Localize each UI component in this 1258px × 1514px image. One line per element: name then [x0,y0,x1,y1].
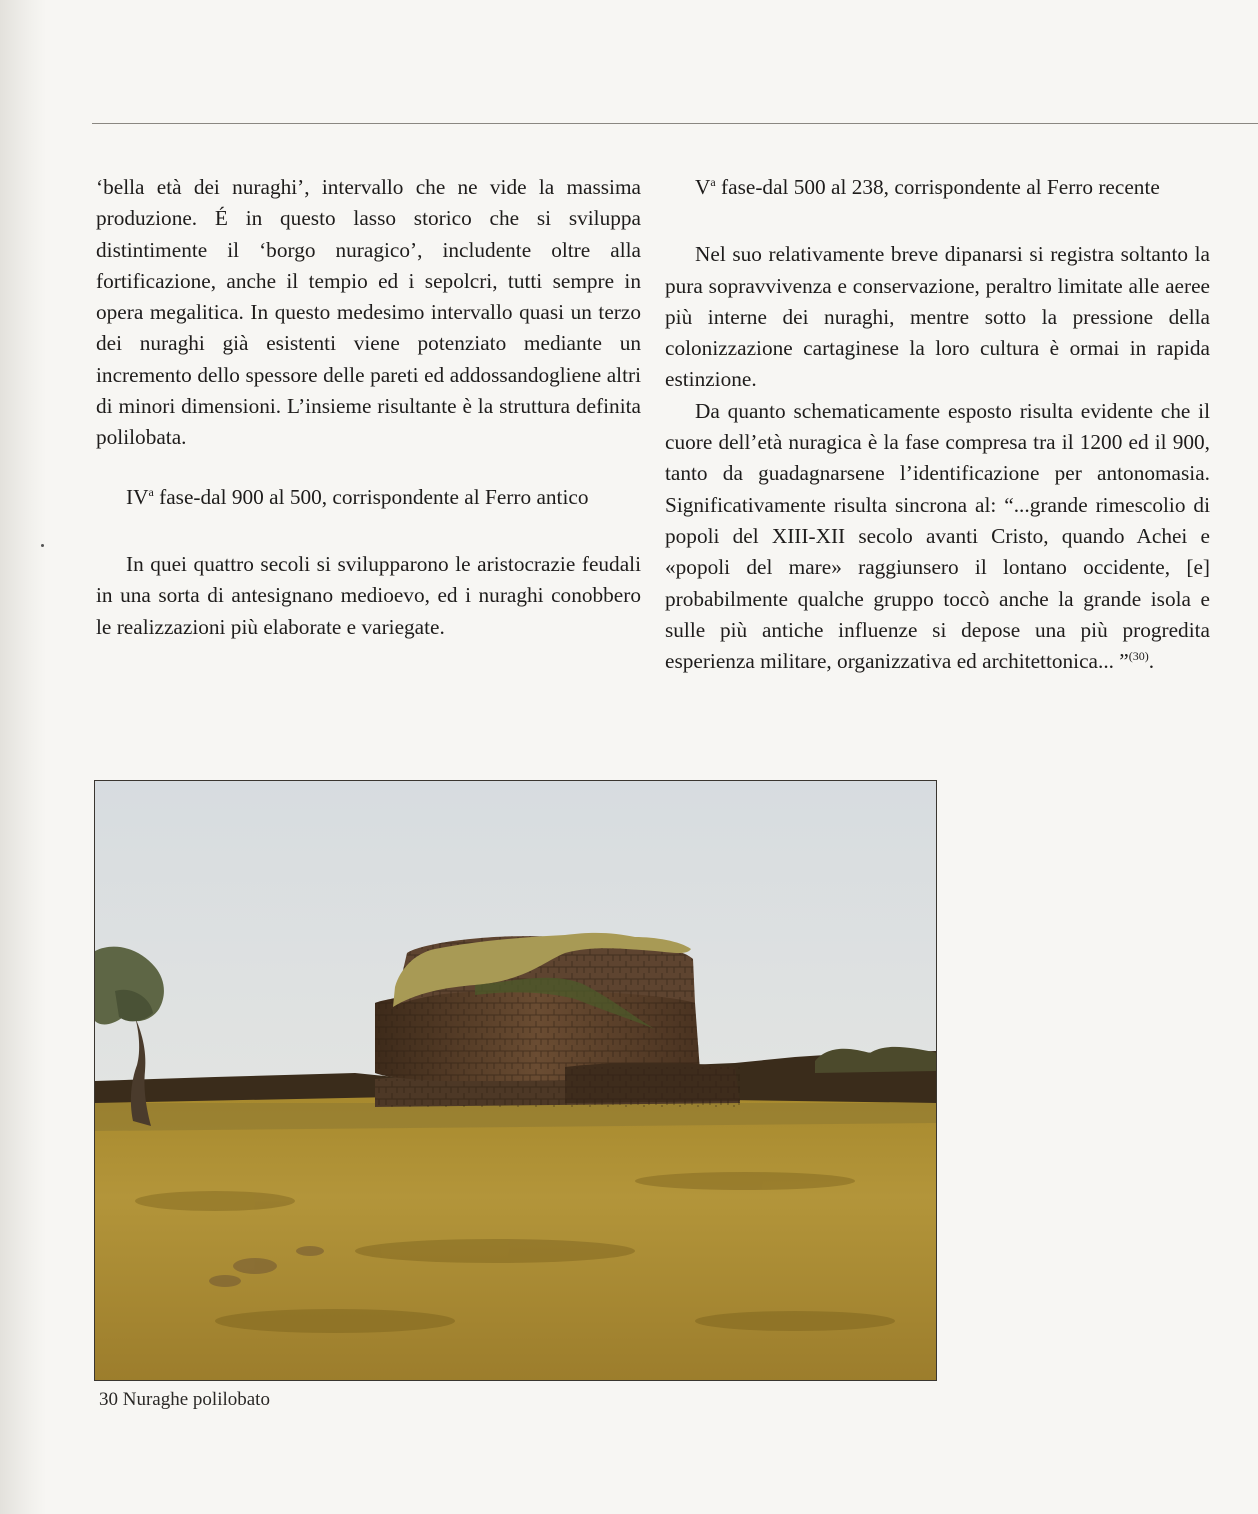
footnote-reference: (30) [1128,649,1149,664]
phase-5-heading: $V^a$ fase-dal 500 al 238, corrispondente al Ferro recente [695,175,1160,199]
right-paragraph-2: Da quanto schematicamente esposto risulta evidente che il cuore dell’età nuragica è la fase compresa tra il 1200 ed il 900, tanto da guadagnarsene l’identificazione per antonomasia. Significativamente risulta sincrona al: “...grande rimescolio di popoli del XIII-XII secolo avanti Cristo, quando Achei e «popoli del mare» raggiunsero il lontano occidente, [e] probabilmente qualche gruppo toccò anche la grande isola e sulle più antiche influenze si depose una più progredita esperienza militare, organizzativa ed architettonica... ”$^{(30)}$. [665,398,1210,674]
nuraghe-photo-illustration [95,781,937,1381]
figure-caption: 30 Nuraghe polilobato [99,1389,270,1410]
margin-speck [41,544,44,547]
left-column [96,172,641,643]
left-paragraph-2: In quei quattro secoli si svilupparono le aristocrazie feudali in una sorta di antesignano medioevo, ed i nuraghi conobbero le realizzazioni più elaborate e variegate. [96,551,641,639]
header-rule [92,123,1258,124]
phase-4-heading: $IV^a$ fase-dal 900 al 500, corrispondente al Ferro antico [126,484,589,509]
left-paragraph-1: ‘bella età dei nuraghi’, intervallo che ne vide la massima produzione. É in questo lasso storico che si sviluppa distintimente il ‘borgo nuragico’, includente oltre alla fortificazione, anche il tempio ed i sepolcri, tutti sempre in opera megalitica. In questo medesimo intervallo quasi un terzo dei nuraghi già esistenti viene potenziato mediante un incremento dello spessore delle pareti ed addossandogliene altri di minori dimensioni. L’insieme risultante è la struttura definita polilobata. [96,175,641,450]
right-column [665,172,1210,677]
right-paragraph-1: Nel suo relativamente breve dipanarsi si registra soltanto la pura sopravvivenza e conservazione, peraltro limitate alle aeree più interne dei nuraghi, mentre sotto la pressione della colonizzazione cartaginese la loro cultura è ormai in rapida estinzione. [665,242,1210,392]
nuraghe-photo [94,780,937,1381]
page-spine-shadow [0,0,46,1514]
